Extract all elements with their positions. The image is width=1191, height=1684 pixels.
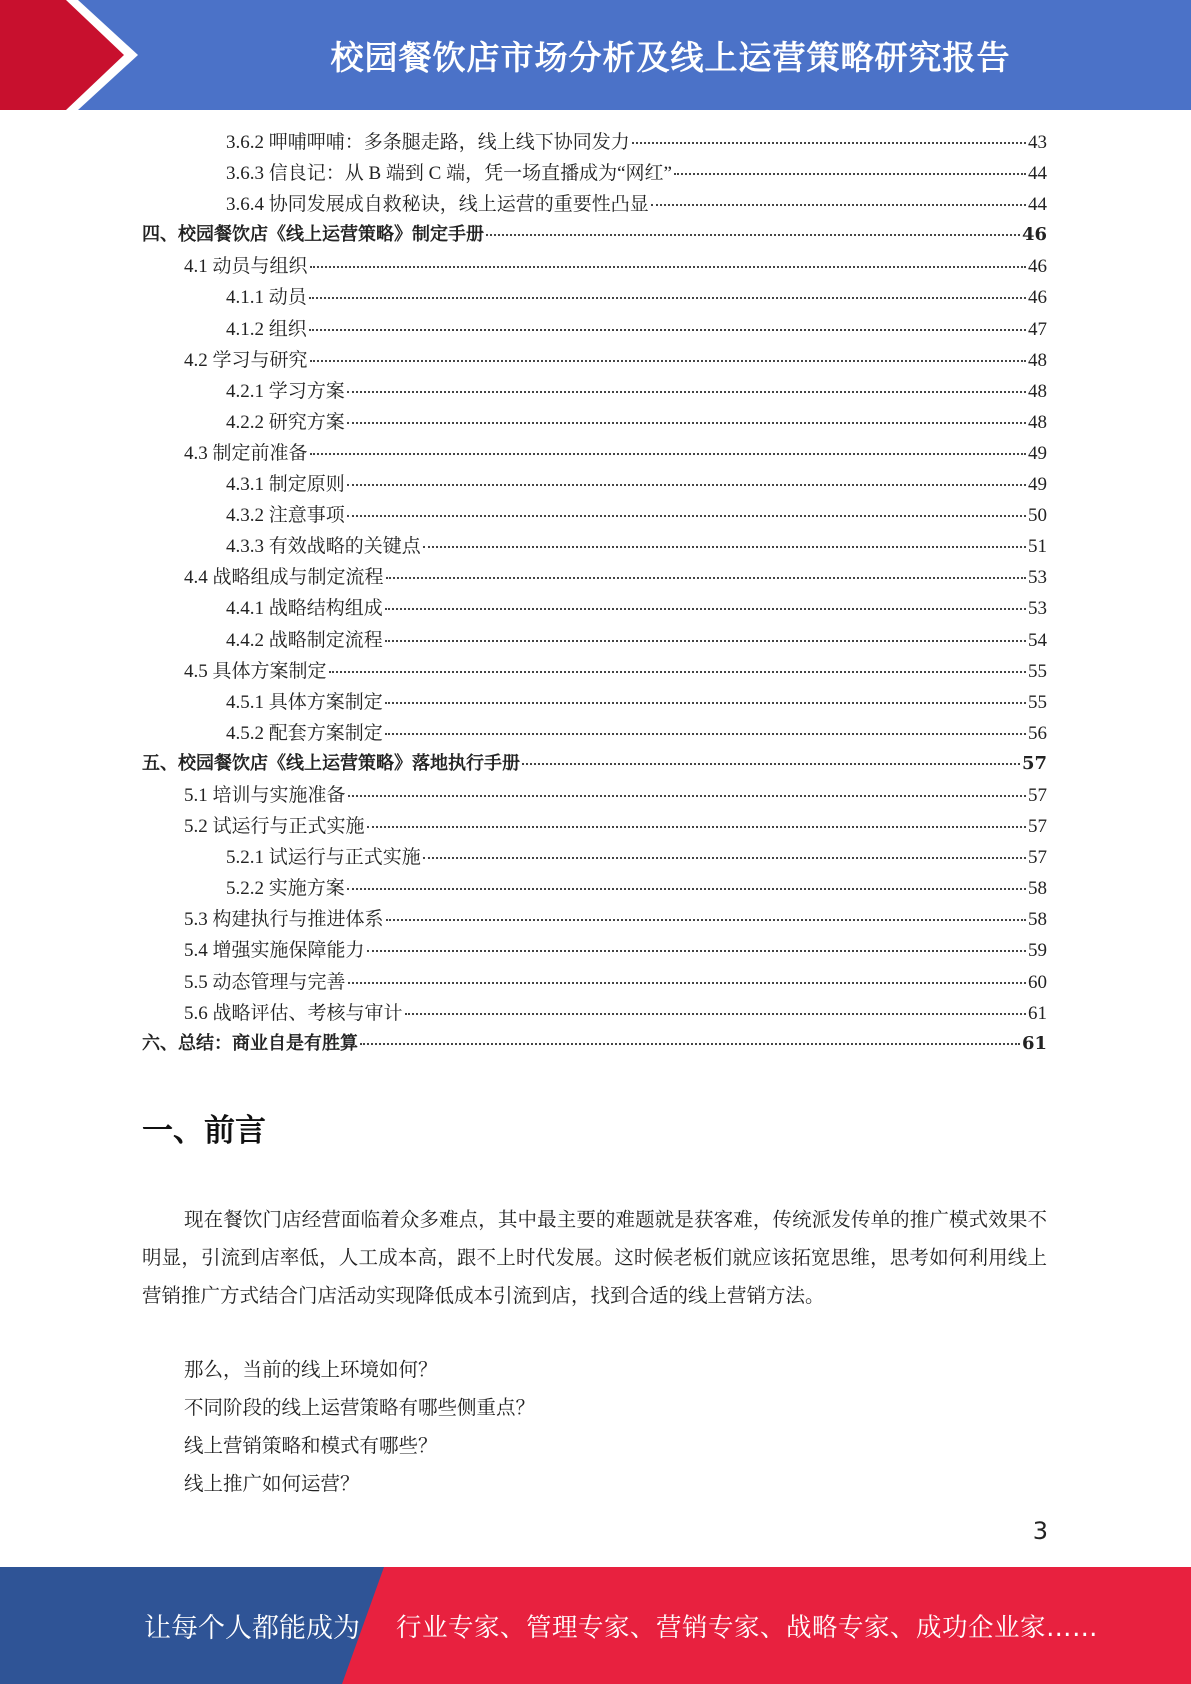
- toc-entry-label: 5.2.1 试运行与正式实施: [226, 847, 421, 869]
- toc-entry-label: 4.4 战略组成与制定流程: [184, 567, 384, 589]
- toc-entry[interactable]: [142, 873, 1047, 904]
- toc-entry[interactable]: [142, 282, 1047, 313]
- toc-dot-leader: [309, 329, 1026, 331]
- question-item: 线上营销策略和模式有哪些？: [184, 1436, 438, 1457]
- toc-entry-page: 54: [1028, 629, 1047, 651]
- intro-paragraph: 现在餐饮门店经营面临着众多难点，其中最主要的难题就是获客难，传统派发传单的推广模式效果不明显，引流到店率低，人工成本高，跟不上时代发展。这时候老板们就应该拓宽思维，思考如何利用线上营销推广方式结合门店活动实现降低成本引流到店，找到合适的线上营销方法。: [142, 1210, 1047, 1307]
- toc-entry[interactable]: [142, 314, 1047, 345]
- toc-dot-leader: [386, 919, 1026, 921]
- toc-entry-page: 57: [1028, 784, 1047, 806]
- toc-entry-page: 48: [1028, 411, 1047, 433]
- toc-dot-leader: [423, 546, 1026, 548]
- toc-entry-page: 46: [1021, 224, 1047, 246]
- toc-entry[interactable]: [142, 967, 1047, 998]
- toc-dot-leader: [348, 982, 1026, 984]
- toc-entry-page: 53: [1028, 598, 1047, 620]
- toc-entry-label: 4.2.1 学习方案: [226, 380, 345, 402]
- toc-entry-page: 60: [1028, 971, 1047, 993]
- toc-entry-page: 47: [1028, 318, 1047, 340]
- toc-entry-page: 58: [1028, 878, 1047, 900]
- toc-dot-leader: [347, 391, 1026, 393]
- footer-slogan-left: 让每个人都能成为: [144, 1613, 360, 1644]
- toc-entry-label: 4.4.1 战略结构组成: [226, 598, 383, 620]
- toc-dot-leader: [385, 640, 1026, 642]
- toc-entry-label: 4.3.3 有效战略的关键点: [226, 536, 421, 558]
- header-band: [0, 0, 1191, 110]
- table-of-contents: [142, 127, 1047, 1060]
- toc-entry[interactable]: [142, 251, 1047, 282]
- toc-entry[interactable]: [142, 780, 1047, 811]
- toc-entry[interactable]: [142, 904, 1047, 935]
- toc-entry[interactable]: [142, 811, 1047, 842]
- toc-dot-leader: [310, 266, 1026, 268]
- toc-entry-page: 44: [1028, 194, 1047, 216]
- toc-dot-leader: [347, 484, 1026, 486]
- toc-dot-leader: [674, 173, 1026, 175]
- toc-entry-label: 5.2 试运行与正式实施: [184, 816, 365, 838]
- toc-entry-label: 3.6.4 协同发展成自救秘诀，线上运营的重要性凸显: [226, 194, 649, 216]
- toc-dot-leader: [348, 795, 1026, 797]
- footer-band: [0, 1567, 1191, 1684]
- toc-entry-label: 3.6.2 呷哺呷哺：多条腿走路，线上线下协同发力: [226, 132, 630, 153]
- toc-entry-page: 43: [1028, 132, 1047, 153]
- toc-entry[interactable]: [142, 531, 1047, 562]
- toc-entry[interactable]: [142, 656, 1047, 687]
- toc-entry-label: 4.1.1 动员: [226, 287, 307, 309]
- toc-entry[interactable]: [142, 593, 1047, 624]
- toc-dot-leader: [347, 515, 1026, 517]
- toc-entry-page: 57: [1021, 752, 1047, 774]
- toc-entry-page: 57: [1028, 847, 1047, 869]
- toc-entry-page: 51: [1028, 536, 1047, 558]
- toc-entry-label: 5.1 培训与实施准备: [184, 784, 346, 806]
- toc-entry[interactable]: [142, 189, 1047, 220]
- toc-entry-label: 4.2.2 研究方案: [226, 411, 345, 433]
- toc-entry[interactable]: [142, 718, 1047, 749]
- toc-dot-leader: [651, 204, 1026, 206]
- question-item: 线上推广如何运营？: [184, 1474, 360, 1495]
- toc-entry-page: 44: [1028, 163, 1047, 185]
- toc-entry-page: 46: [1028, 256, 1047, 278]
- toc-entry-page: 49: [1028, 474, 1047, 496]
- toc-dot-leader: [386, 577, 1026, 579]
- toc-entry-label: 4.4.2 战略制定流程: [226, 629, 383, 651]
- question-item: 那么，当前的线上环境如何？: [184, 1360, 438, 1381]
- toc-entry[interactable]: [142, 935, 1047, 966]
- toc-entry-label: 4.3.1 制定原则: [226, 474, 345, 496]
- toc-entry-page: 55: [1028, 691, 1047, 713]
- toc-entry-label: 五、校园餐饮店《线上运营策略》落地执行手册: [142, 752, 520, 774]
- toc-entry[interactable]: [142, 842, 1047, 873]
- toc-dot-leader: [347, 888, 1026, 890]
- toc-entry-page: 61: [1021, 1032, 1047, 1054]
- toc-entry-page: 56: [1028, 722, 1047, 744]
- toc-entry[interactable]: [142, 220, 1047, 251]
- toc-dot-leader: [632, 142, 1026, 144]
- toc-dot-leader: [347, 422, 1026, 424]
- toc-dot-leader: [405, 1013, 1026, 1015]
- toc-entry[interactable]: [142, 562, 1047, 593]
- toc-entry-page: 49: [1028, 442, 1047, 464]
- toc-entry-label: 4.1.2 组织: [226, 318, 307, 340]
- toc-entry-label: 六、总结：商业自是有胜算: [142, 1032, 358, 1054]
- toc-entry-page: 57: [1028, 816, 1047, 838]
- toc-dot-leader: [310, 360, 1026, 362]
- toc-entry-page: 48: [1028, 349, 1047, 371]
- header-arrow-decoration: [0, 0, 160, 110]
- toc-entry-label: 4.5.1 具体方案制定: [226, 691, 383, 713]
- toc-dot-leader: [310, 453, 1026, 455]
- toc-entry[interactable]: [142, 469, 1047, 500]
- toc-entry-label: 5.4 增强实施保障能力: [184, 940, 365, 962]
- toc-entry-page: 48: [1028, 380, 1047, 402]
- toc-dot-leader: [329, 671, 1026, 673]
- toc-entry-page: 58: [1028, 909, 1047, 931]
- toc-entry-label: 3.6.3 信良记：从 B 端到 C 端，凭一场直播成为“网红”: [226, 163, 672, 185]
- toc-entry-label: 4.3 制定前准备: [184, 442, 308, 464]
- question-list: [184, 1352, 535, 1504]
- toc-entry-label: 4.2 学习与研究: [184, 349, 308, 371]
- toc-dot-leader: [367, 826, 1026, 828]
- toc-entry-label: 4.1 动员与组织: [184, 256, 308, 278]
- toc-entry[interactable]: [142, 127, 1047, 158]
- footer-slogan-right: 行业专家、管理专家、营销专家、战略专家、成功企业家……: [396, 1612, 1099, 1643]
- toc-entry-page: 50: [1028, 505, 1047, 527]
- toc-dot-leader: [522, 763, 1020, 765]
- toc-entry[interactable]: [142, 749, 1047, 780]
- toc-entry[interactable]: [142, 1029, 1047, 1060]
- toc-entry[interactable]: [142, 687, 1047, 718]
- toc-dot-leader: [367, 950, 1026, 952]
- toc-entry-label: 5.5 动态管理与完善: [184, 971, 346, 993]
- toc-entry-page: 55: [1028, 660, 1047, 682]
- toc-dot-leader: [309, 297, 1026, 299]
- toc-entry[interactable]: [142, 376, 1047, 407]
- toc-entry[interactable]: [142, 158, 1047, 189]
- toc-entry-label: 5.2.2 实施方案: [226, 878, 345, 900]
- toc-entry[interactable]: [142, 438, 1047, 469]
- toc-entry[interactable]: [142, 500, 1047, 531]
- toc-entry-label: 5.6 战略评估、考核与审计: [184, 1002, 403, 1024]
- toc-entry-label: 4.5 具体方案制定: [184, 660, 327, 682]
- section-heading: 一、前言: [142, 1113, 266, 1149]
- toc-dot-leader: [385, 702, 1026, 704]
- toc-dot-leader: [385, 733, 1026, 735]
- toc-entry[interactable]: [142, 407, 1047, 438]
- toc-entry-page: 59: [1028, 940, 1047, 962]
- toc-entry-label: 4.3.2 注意事项: [226, 505, 345, 527]
- toc-entry[interactable]: [142, 998, 1047, 1029]
- toc-dot-leader: [486, 234, 1020, 236]
- toc-entry-page: 46: [1028, 287, 1047, 309]
- toc-dot-leader: [423, 857, 1026, 859]
- toc-entry-label: 四、校园餐饮店《线上运营策略》制定手册: [142, 224, 484, 246]
- toc-dot-leader: [360, 1043, 1020, 1045]
- toc-entry-page: 53: [1028, 567, 1047, 589]
- toc-entry[interactable]: [142, 345, 1047, 376]
- toc-entry-page: 61: [1028, 1002, 1047, 1024]
- toc-entry[interactable]: [142, 625, 1047, 656]
- toc-dot-leader: [385, 608, 1026, 610]
- page-number: 3: [1032, 1517, 1048, 1545]
- question-item: 不同阶段的线上运营策略有哪些侧重点？: [184, 1398, 536, 1419]
- toc-entry-label: 4.5.2 配套方案制定: [226, 722, 383, 744]
- document-title: 校园餐饮店市场分析及线上运营策略研究报告: [330, 37, 1011, 77]
- toc-entry-label: 5.3 构建执行与推进体系: [184, 909, 384, 931]
